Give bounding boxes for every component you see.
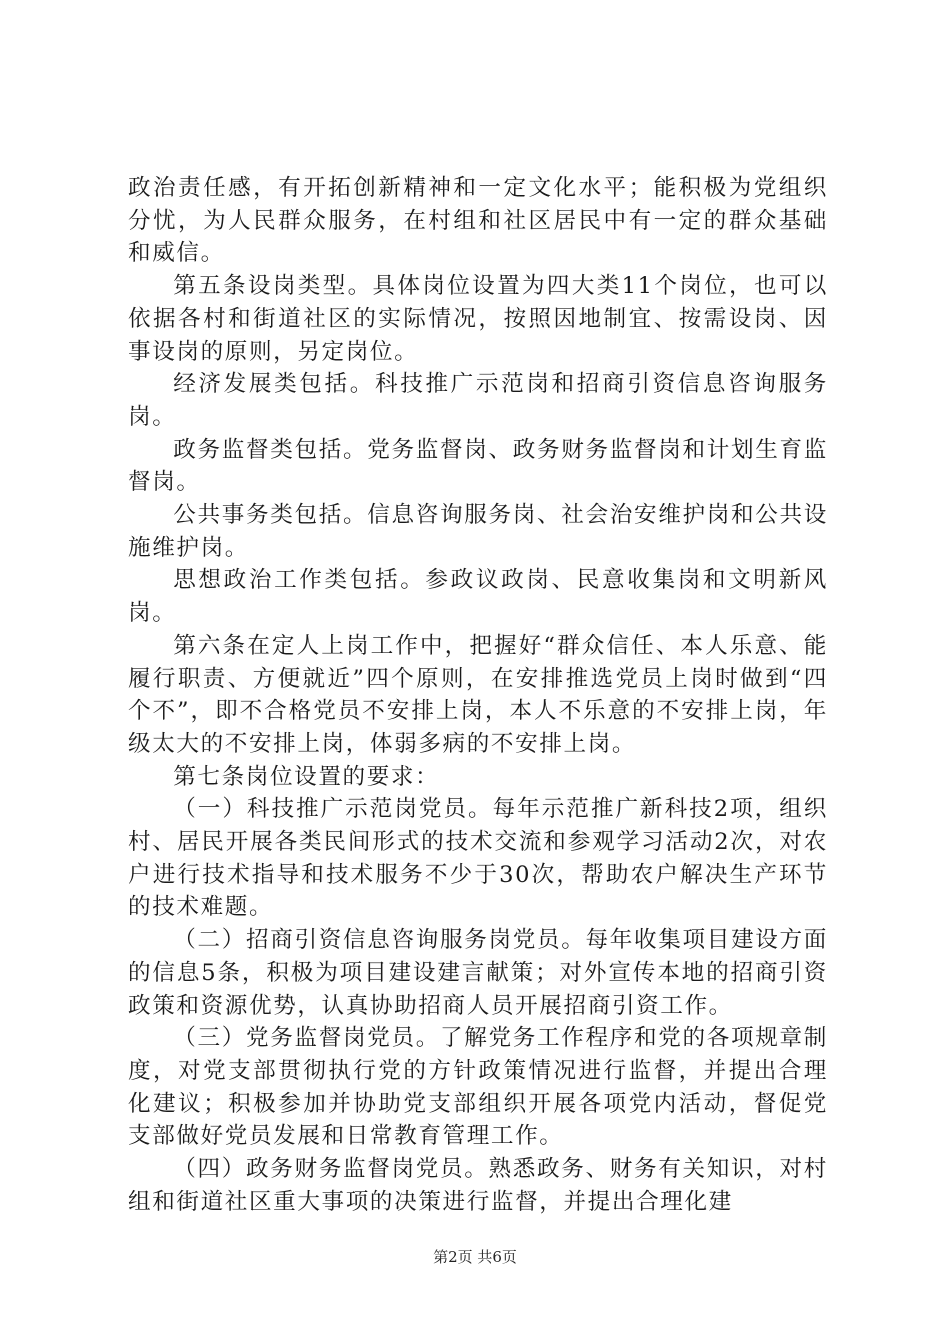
page-footer [0,1246,950,1267]
paragraph-item-3: （三）党务监督岗党员。了解党务工作程序和党的各项规章制度，对党支部贯彻执行党的方针政策情况进行监督，并提出合理化建议；积极参加并协助党支部组织开展各项党内活动，督促党支部做好党员发展和日常教育管理工作。 [128,1025,828,1150]
paragraph-item-4: （四）政务财务监督岗党员。熟悉政务、财务有关知识，对村组和街道社区重大事项的决策进行监督，并提出合理化建 [128,1156,828,1215]
paragraph-article-7: 第七条岗位设置的要求： [173,763,440,790]
paragraph-economic-category: 经济发展类包括。科技推广示范岗和招商引资信息咨询服务岗。 [128,371,828,430]
page-number-label: 第2页 共6页 [433,1248,517,1266]
paragraph-supervision-category: 政务监督类包括。党务监督岗、政务财务监督岗和计划生育监督岗。 [128,436,828,496]
paragraph-public-affairs-category: 公共事务类包括。信息咨询服务岗、社会治安维护岗和公共设施维护岗。 [128,502,828,561]
paragraph-item-2: （二）招商引资信息咨询服务岗党员。每年收集项目建设方面的信息5条，积极为项目建设建言献策；对外宣传本地的招商引资政策和资源优势，认真协助招商人员开展招商引资工作。 [128,927,828,1019]
paragraph-article-5: 第五条设岗类型。具体岗位设置为四大类11个岗位，也可以依据各村和街道社区的实际情况，按照因地制宜、按需设岗、因事设岗的原则，另定岗位。 [128,273,828,365]
document-body [128,172,828,1219]
paragraph-article-6: 第六条在定人上岗工作中，把握好“群众信任、本人乐意、能履行职责、方便就近”四个原则，在安排推选党员上岗时做到“四个不”，即不合格党员不安排上岗，本人不乐意的不安排上岗，年级太大的不安排上岗，体弱多病的不安排上岗。 [128,632,828,757]
paragraph-item-1: （一）科技推广示范岗党员。每年示范推广新科技2项，组织村、居民开展各类民间形式的技术交流和参观学习活动2次，对农户进行技术指导和技术服务不少于30次，帮助农户解决生产环节的技术难题。 [128,796,828,921]
paragraph-continuation: 政治责任感，有开拓创新精神和一定文化水平；能积极为党组织分忧，为人民群众服务，在村组和社区居民中有一定的群众基础和威信。 [128,175,828,267]
paragraph-political-work-category: 思想政治工作类包括。参政议政岗、民意收集岗和文明新风岗。 [128,567,828,627]
